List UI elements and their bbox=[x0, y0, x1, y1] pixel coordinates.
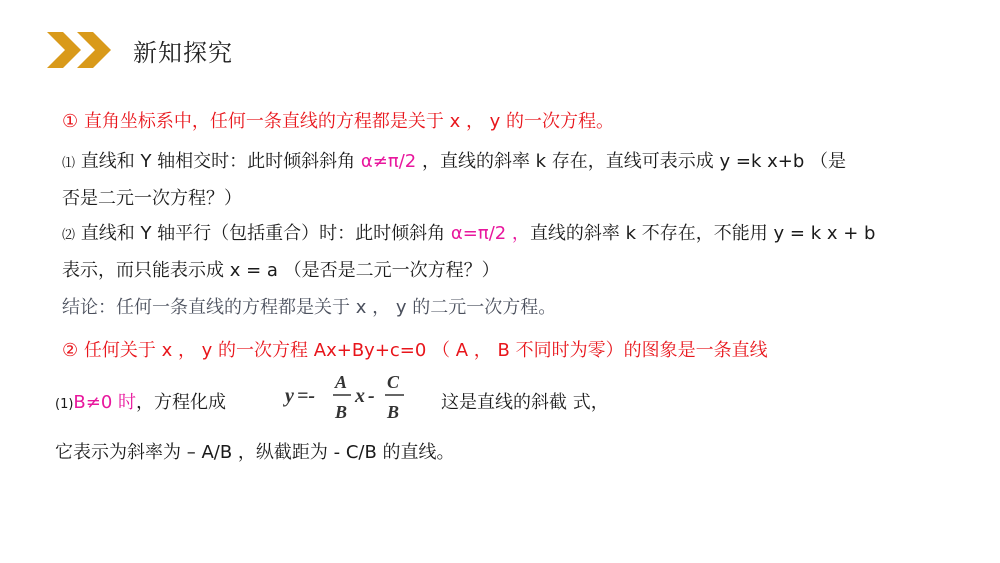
conclusion: 结论：任何一条直线的方程都是关于 x ， y 的二元一次方程。 bbox=[62, 297, 557, 318]
case-1-marker: ⑴ bbox=[62, 156, 76, 171]
statement-2: ② 任何关于 x ， y 的一次方程 Ax+By+c=0 （ A ， B 不同时为零）的图象是一条直线 bbox=[62, 340, 768, 361]
case-1-continued: 否是二元一次方程？） bbox=[62, 188, 242, 209]
slope-intercept-formula bbox=[283, 368, 413, 426]
sub-case-text: ，方程化成 bbox=[136, 392, 227, 413]
svg-text:A: A bbox=[335, 372, 348, 392]
case-2-continued: 表示，而只能表示成 x = a （是否是二元一次方程？） bbox=[62, 260, 500, 281]
slope-intercept-explanation: 它表示为斜率为 – A/B ，纵截距为 - C/B 的直线。 bbox=[55, 442, 455, 463]
case-1-alpha: α≠π/2 bbox=[360, 151, 417, 172]
case-1-text-a: 直线和 Y 轴相交时：此时倾斜斜角 bbox=[75, 151, 361, 172]
case-1-text-b: ，直线的斜率 k 存在，直线可表示成 y =k x+b （是 bbox=[416, 151, 847, 172]
svg-text:y: y bbox=[285, 385, 294, 407]
statement-1: ① 直角坐标系中，任何一条直线的方程都是关于 x ， y 的一次方程。 bbox=[62, 111, 615, 132]
sub-case-marker: (1) bbox=[55, 397, 74, 412]
case-2-alpha: α=π/2 ， bbox=[450, 223, 530, 244]
page-title: 新知探究 bbox=[133, 39, 233, 67]
svg-text:B: B bbox=[387, 402, 400, 422]
case-1-line bbox=[62, 150, 846, 176]
svg-text:B: B bbox=[335, 402, 348, 422]
case-2-marker: ⑵ bbox=[62, 228, 76, 243]
svg-text:C: C bbox=[387, 372, 400, 392]
slope-form-intro bbox=[55, 391, 226, 417]
svg-text:x: x bbox=[355, 385, 365, 407]
svg-text:-: - bbox=[368, 385, 375, 407]
sub-case-condition: B≠0 时 bbox=[73, 392, 137, 413]
double-chevron-icon bbox=[47, 30, 115, 70]
svg-text:=-: =- bbox=[297, 385, 316, 407]
case-2-text-b: 直线的斜率 k 不存在，不能用 y = k x + b bbox=[529, 223, 876, 244]
slope-form-label: 这是直线的斜截 式， bbox=[441, 392, 609, 413]
case-2-text-a: 直线和 Y 轴平行（包括重合）时：此时倾斜角 bbox=[75, 223, 451, 244]
case-2-line bbox=[62, 222, 875, 248]
